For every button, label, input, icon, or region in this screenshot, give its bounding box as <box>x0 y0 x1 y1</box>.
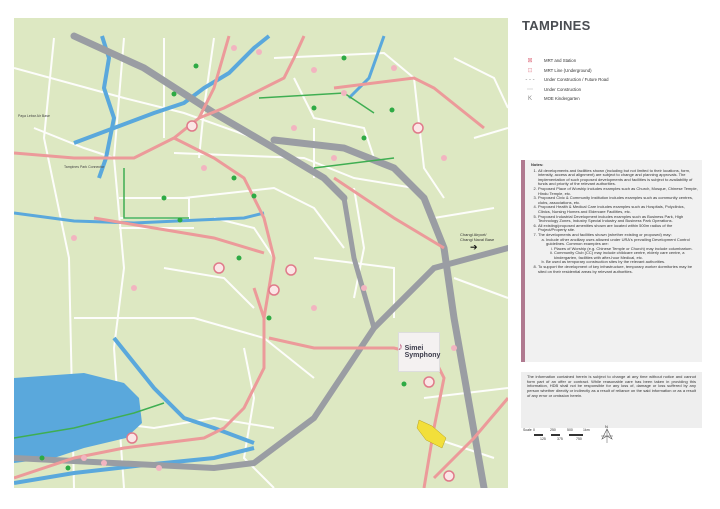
under-construction-icon: ⋯ <box>527 86 533 93</box>
note-subitem: b. Be used as temporary construction sites by the relevant authorities. <box>546 260 698 265</box>
note-item: 5. Proposed Industrial Development includes examples such as Business Park, High Technology Zones, Industry Special Industry and Business Park Operations. <box>538 215 698 224</box>
project-name-line1: Simei <box>404 345 424 352</box>
note-item-text: The developments and facilities shown (whether existing or proposed) may: <box>538 231 672 237</box>
legend-item <box>524 56 609 66</box>
direction-arrow-icon: ➔ <box>470 242 478 252</box>
notes-sublist <box>538 238 698 266</box>
notes-list <box>531 169 698 275</box>
direction-label-line2: Changi Naval Base <box>460 237 495 242</box>
legend-label: Under Construction / Future Road <box>544 77 609 83</box>
scale-tick: 1km <box>583 428 590 432</box>
note-item: 2. Proposed Place of Worship includes examples such as Church, Mosque, Chinese Temple, Hindu Temple, etc. <box>538 187 698 196</box>
legend-label: MRT Line (Underground) <box>544 67 592 73</box>
scale-tick: 750 <box>576 437 582 441</box>
disclaimer-text: The information contained herein is subject to change at any time without notice and cannot form part of an offer or contract. While reasonable care has been taken in providing this information, HDB shall not be responsible for any loss of, damage or loss suffered by any person whether directly or indirectly as a result of reliance on the said information or as a result of any error or omission herein. <box>521 372 702 428</box>
note-subitem <box>546 238 698 261</box>
direction-label-line1: Changi Airport/ <box>460 232 487 237</box>
map-legend <box>524 56 609 104</box>
notes-panel <box>521 160 702 362</box>
legend-item <box>524 66 609 76</box>
legend-item <box>524 75 609 85</box>
note-item: 4. Proposed Health & Medical Care includes examples such as Hospitals, Polyclinics, Clinics, Nursing Homes and Eldercare Facilities, etc. <box>538 205 698 214</box>
scale-tick: 250 <box>550 428 556 432</box>
future-road-line-icon: - - - <box>525 76 535 83</box>
legend-label: MOE Kindergarten <box>544 96 580 102</box>
scale-tick: 375 <box>557 437 563 441</box>
kindergarten-icon: K <box>527 95 532 102</box>
project-logo-box[interactable] <box>398 332 440 372</box>
note-subitem-text: Include other ancillary uses allowed under URA's prevailing Development Control guidelines. Common examples are: <box>546 236 690 247</box>
scale-tick: 125 <box>540 437 546 441</box>
note-item: 6. All existing/proposed amenities shown are located within 500m radius of the Project/Property site. <box>538 224 698 233</box>
note-subsubitem: ii. Community Club (CC) may include childcare centre, elderly care centre, a kindergarten, facilities with after-hour Medical, etc. <box>554 251 698 260</box>
note-subsubitem: i. Places of Worship (e.g. Chinese Temple or Church) may include columbarium. <box>554 247 698 252</box>
legend-item <box>524 94 609 104</box>
scale-tick: 500 <box>567 428 573 432</box>
place-label: Tampines Park Connector <box>64 165 105 169</box>
map-area[interactable] <box>14 18 508 488</box>
mrt-station-icon: ⊠ <box>527 58 533 65</box>
scale-segment <box>551 434 560 436</box>
legend-label: Under Construction <box>544 86 582 92</box>
note-item: 8. To support the development of key infrastructure, temporary worker dormitories may be sited on their residential areas by relevant authorities. <box>538 265 698 274</box>
note-item: 1. All developments and facilities shown (including but not limited to their locations, form, intensity, access and alignment) are subject to change and planning approvals. The implementation of such proposed developments and facilities is subject to availability of funds and priority of the relevant authorities. <box>538 169 698 187</box>
scale-bar <box>523 428 595 442</box>
compass-label: N <box>605 424 608 429</box>
note-item <box>538 233 698 265</box>
notes-heading: Notes: <box>531 162 544 167</box>
legend-label: MRT and Station <box>544 58 577 64</box>
compass-icon <box>600 424 614 449</box>
notes-subsublist <box>546 247 698 261</box>
page-title: TAMPINES <box>522 18 591 33</box>
scale-label: Scale <box>523 428 532 432</box>
mrt-underground-icon: ⊡ <box>527 67 533 74</box>
legend-item <box>524 85 609 95</box>
music-note-icon: ♪ <box>397 341 404 353</box>
project-logo <box>397 341 441 359</box>
note-item: 3. Proposed Civic & Community Institution includes examples such as community centres, clubs, associations, etc. <box>538 196 698 205</box>
project-name-line2: Symphony <box>404 352 441 359</box>
scale-segment <box>534 434 543 436</box>
place-label: Paya Lebar Air Base <box>18 114 50 118</box>
scale-tick: 0 <box>533 428 535 432</box>
map-canvas <box>14 18 508 488</box>
direction-label <box>460 232 494 242</box>
scale-segment <box>569 434 583 436</box>
